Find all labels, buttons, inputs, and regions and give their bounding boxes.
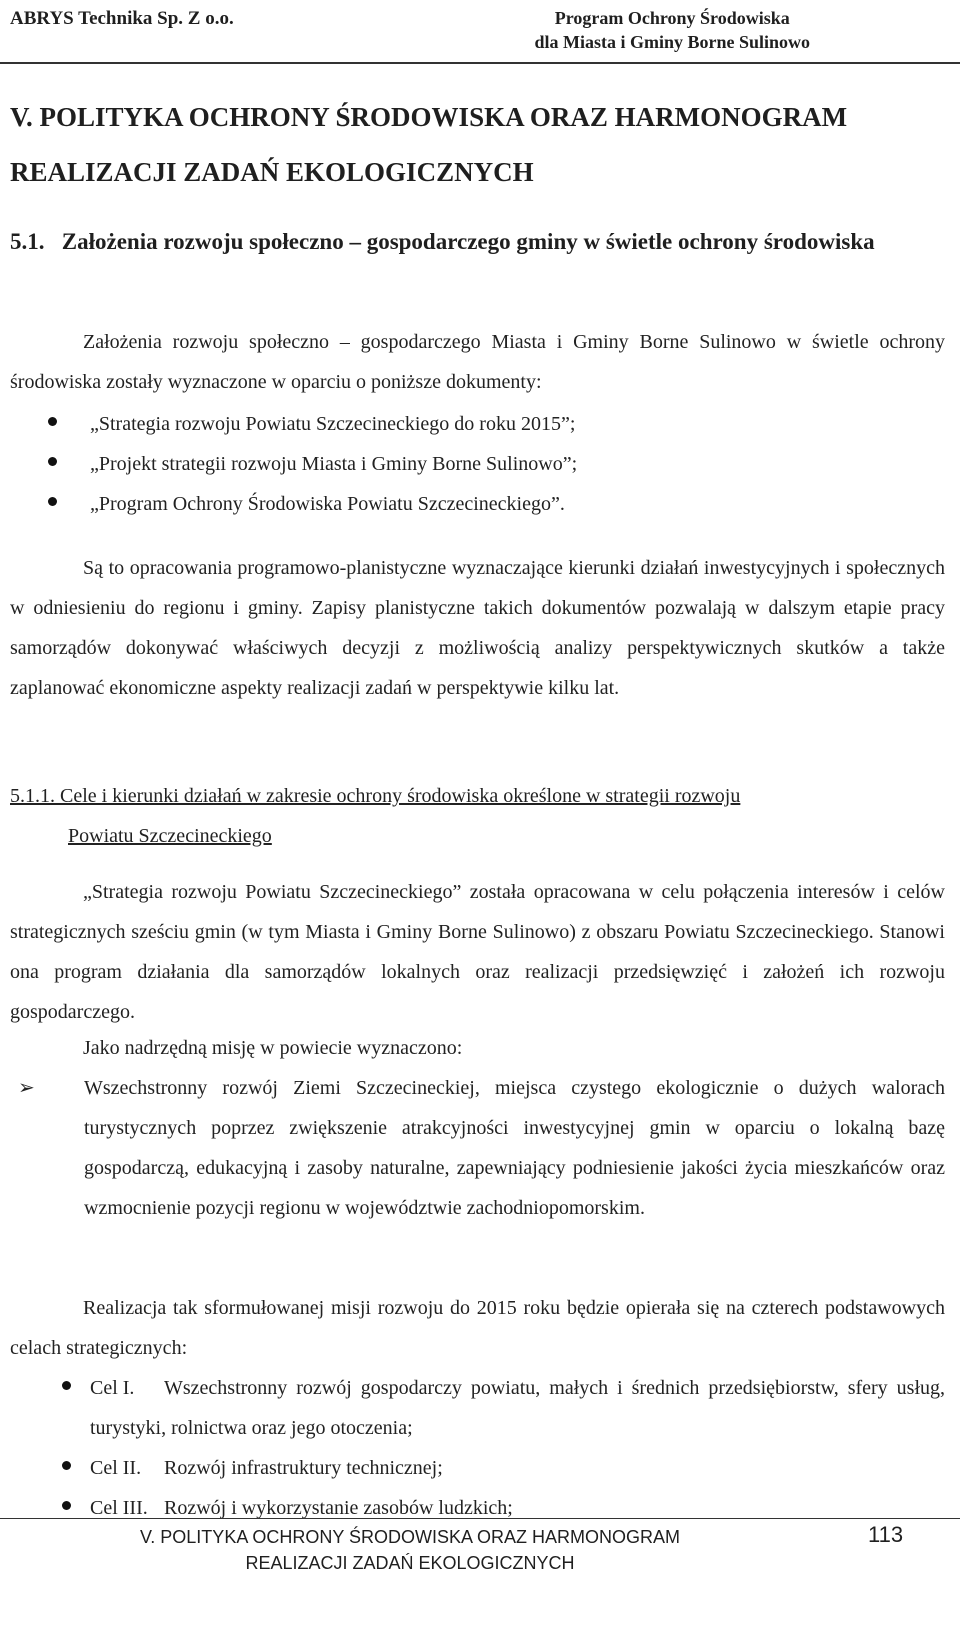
mission-intro: Jako nadrzędną misję w powiecie wyznaczono: [83,1037,463,1059]
body-paragraph: Są to opracowania programowo-planistyczne wyznaczające kierunki działań inwestycyjnych i społecznych w odniesieniu do regionu i gminy. Zapisy planistyczne takich dokumentów pozwalają w dalszym etapie pracy samorządów dokonywać właściwych decyzji z możliwością analizy perspektywicznych skutków a także zaplanować ekonomiczne aspekty realizacji zadań w perspektywie kilku lat. [10,557,945,699]
goals-list [10,1368,945,1528]
intro-paragraph: Założenia rozwoju społeczno – gospodarczego Miasta i Gminy Borne Sulinowo w świetle ochrony środowiska zostały wyznaczone w oparciu o poniższe dokumenty: [10,331,945,393]
chapter-title [10,90,950,200]
document-label: „Projekt strategii rozwoju Miasta i Gminy Borne Sulinowo”; [90,453,578,475]
bullet-icon [62,1501,71,1510]
list-item [10,484,945,524]
list-item [10,444,945,484]
arrow-bullet-icon: ➢ [18,1077,35,1099]
subsection-title-part2: Powiatu Szczecineckiego [68,825,272,847]
bullet-icon [48,417,57,426]
footer-title-line2: REALIZACJI ZADAŃ EKOLOGICZNYCH [245,1553,575,1573]
subsection-number: 5.1.1. [10,785,55,807]
subsection-title-part1: Cele i kierunki działań w zakresie ochrony środowiska określone w strategii rozwoju [60,785,741,807]
goal-label: Cel III. [90,1497,148,1519]
footer-divider [0,1518,960,1519]
goal-label: Cel I. [90,1377,135,1399]
goal-label: Cel II. [90,1457,142,1479]
document-label: „Program Ochrony Środowiska Powiatu Szczecineckiego”. [90,493,565,515]
page-number: 113 [868,1522,904,1547]
company-name: ABRYS Technika Sp. Z o.o. [10,8,234,29]
list-item [10,404,945,444]
documents-list [10,404,945,524]
goal-text: Rozwój infrastruktury technicznej; [164,1457,443,1479]
goal-item [10,1448,945,1488]
goals-intro: Realizacja tak sformułowanej misji rozwoju do 2015 roku będzie opierała się na czterech podstawowych celach strategicznych: [10,1297,945,1359]
goal-text: Wszechstronny rozwój gospodarczy powiatu, małych i średnich przedsiębiorstw, sfery usług, turystyki, rolnictwa oraz jego otoczenia; [90,1377,945,1439]
section-number: 5.1. [10,229,45,254]
mission-item [10,1068,945,1228]
document-label: „Strategia rozwoju Powiatu Szczecineckiego do roku 2015”; [90,413,576,435]
chapter-title-line2: REALIZACJI ZADAŃ EKOLOGICZNYCH [10,157,534,187]
program-title-line2: dla Miasta i Gminy Borne Sulinowo [534,32,810,52]
goal-item [10,1368,945,1448]
bullet-icon [48,497,57,506]
bullet-icon [62,1381,71,1390]
bullet-icon [62,1461,71,1470]
program-title-line1: Program Ochrony Środowiska [554,8,790,28]
mission-text: Wszechstronny rozwój Ziemi Szczecineckiej, miejsca czystego ekologicznie o dużych walorach turystycznych poprzez zwiększenie atrakcyjności inwestycyjnej gmin w oparciu o lokalną bazę gospodarczą, edukacyjną i zasoby naturalne, zapewniający podniesienie jakości życia mieszkańców oraz wzmocnienie pozycji regionu w województwie zachodniopomorskim. [84,1077,945,1219]
strategy-paragraph: „Strategia rozwoju Powiatu Szczecineckiego” została opracowana w celu połączenia interesów i celów strategicznych sześciu gmin (w tym Miasta i Gminy Borne Sulinowo) z obszaru Powiatu Szczecineckiego. Stanowi ona program działania dla samorządów lokalnych oraz realizacji przedsięwzięć i założeń ich rozwoju gospodarczego. [10,881,945,1023]
chapter-title-line1: V. POLITYKA OCHRONY ŚRODOWISKA ORAZ HARMONOGRAM [10,102,848,132]
section-5-1-1-title [10,776,945,856]
footer-title [130,1524,690,1576]
header-divider [0,62,960,64]
goal-item [10,1488,945,1528]
program-title [534,6,810,54]
goal-text: Rozwój i wykorzystanie zasobów ludzkich; [164,1497,513,1519]
section-5-1-title [10,220,945,264]
footer-title-line1: V. POLITYKA OCHRONY ŚRODOWISKA ORAZ HARMONOGRAM [139,1527,681,1547]
bullet-icon [48,457,57,466]
section-title-text: Założenia rozwoju społeczno – gospodarczego gminy w świetle ochrony środowiska [61,229,875,254]
